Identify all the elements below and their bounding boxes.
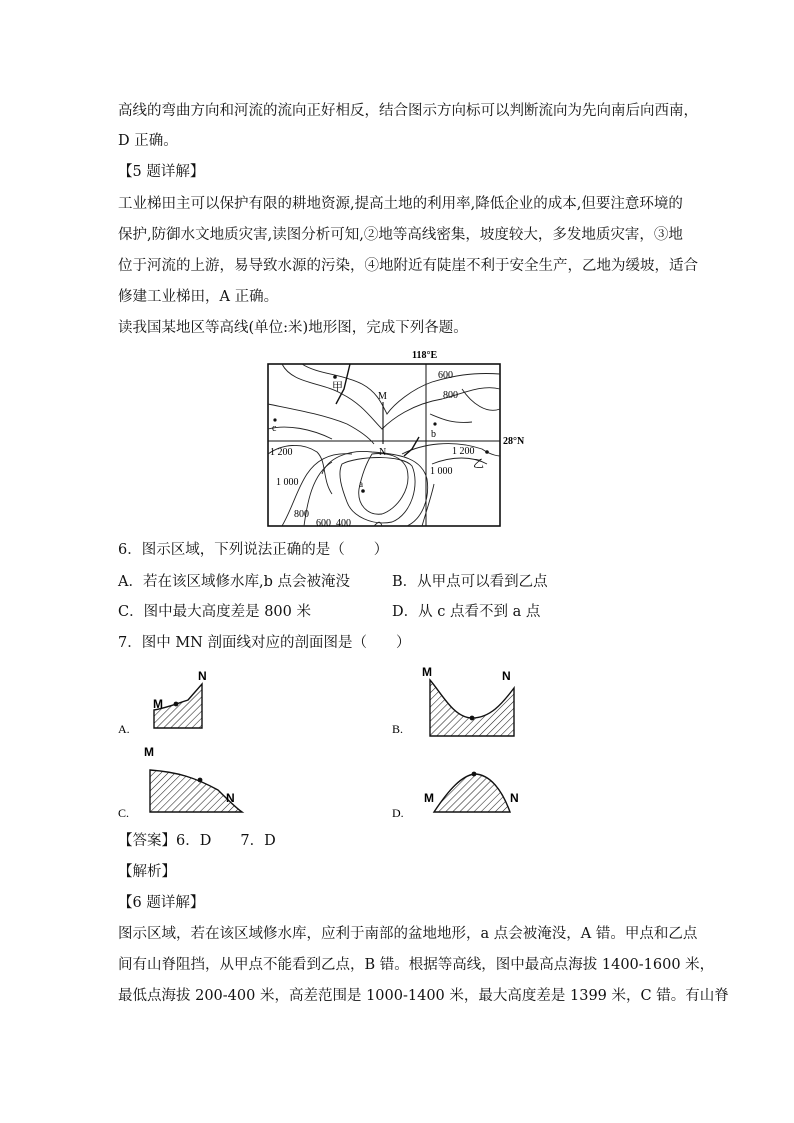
paragraph-line: 工业梯田主可以保护有限的耕地资源,提高土地的利用率,降低企业的成本,但要注意环境的 (118, 196, 683, 212)
paragraph-line: 修建工业梯田，A 正确。 (118, 289, 279, 305)
contour-label: 400 (336, 518, 351, 528)
contour-label: 800 (443, 390, 458, 401)
q6-option-b: B．从甲点可以看到乙点 (392, 574, 548, 590)
contour-label: 600 (316, 518, 331, 528)
q6-option-d: D．从 c 点看不到 a 点 (392, 604, 541, 620)
paragraph-line: 高线的弯曲方向和河流的流向正好相反，结合图示方向标可以判断流向为先向南后向西南， (118, 103, 698, 119)
profile-b-point (470, 716, 475, 721)
paragraph-line: 图示区域，若在该区域修水库，应利于南部的盆地地形，a 点会被淹没，A 错。甲点和乙点 (118, 926, 698, 942)
paragraph-line: D 正确。 (118, 133, 178, 149)
paragraph-line: 最低点海拔 200-400 米，高差范围是 1000-1400 米，最大高度差是 1399 米，C 错。有山脊 (118, 988, 729, 1004)
paragraph-line: 位于河流的上游，易导致水源的污染，④地附近有陡崖不利于安全生产，乙地为缓坡，适合 (118, 258, 698, 274)
answer-line: 【答案】6．D 7．D (118, 833, 276, 849)
contour-label: 600 (438, 370, 453, 381)
q6-option-c: C．图中最大高度差是 800 米 (118, 604, 311, 620)
point-c-dot (273, 418, 276, 421)
profile-d (434, 774, 510, 812)
option-a-label: A. (118, 722, 130, 736)
profile-a-point (174, 702, 179, 707)
profile-c-point (198, 778, 203, 783)
point-b-dot (433, 422, 436, 425)
point-n-label: N (379, 447, 387, 458)
contour-map (262, 344, 532, 528)
profile-b-m: M (422, 665, 432, 679)
section-heading-6: 【6 题详解】 (118, 895, 205, 911)
point-jia-dot (333, 375, 337, 379)
paragraph-line: 保护,防御水文地质灾害,读图分析可知,②地等高线密集，坡度较大，多发地质灾害，③地 (118, 227, 683, 243)
point-b-label: b (431, 429, 436, 440)
option-b-label: B. (392, 722, 404, 736)
profile-c-n: N (226, 791, 235, 805)
longitude-label: 118°E (412, 350, 438, 361)
latitude-label: 28°N (503, 436, 525, 447)
point-yi-label: 乙 (473, 458, 484, 470)
profile-b (430, 680, 514, 736)
q7-options-left (118, 660, 378, 830)
point-a-dot (361, 489, 365, 493)
question-7-stem: 7．图中 MN 剖面线对应的剖面图是（ ） (118, 635, 411, 651)
contour-label: 800 (294, 509, 309, 520)
profile-a-m: M (153, 697, 163, 711)
profile-d-m: M (424, 791, 434, 805)
question-6-stem: 6．图示区域，下列说法正确的是（ ） (118, 542, 389, 558)
point-jia-label: 甲 (332, 381, 343, 393)
contour-label: 1 000 (430, 466, 453, 477)
profile-d-n: N (510, 791, 519, 805)
section-heading-5: 【5 题详解】 (118, 164, 205, 180)
point-yi-dot (485, 450, 489, 454)
profile-d-point (472, 772, 477, 777)
contour-label: 1 200 (270, 447, 293, 458)
contour-label: 1 200 (452, 446, 475, 457)
contour-label: 1 000 (276, 477, 299, 488)
paragraph-line: 间有山脊阻挡，从甲点不能看到乙点，B 错。根据等高线，图中最高点海拔 1400-1600 米， (118, 957, 715, 973)
option-d-label: D. (392, 806, 404, 820)
q7-options-right (392, 660, 572, 830)
option-c-label: C. (118, 806, 130, 820)
profile-b-n: N (502, 669, 511, 683)
question-intro: 读我国某地区等高线(单位:米)地形图，完成下列各题。 (118, 320, 468, 336)
analysis-heading: 【解析】 (118, 864, 176, 880)
point-m-label: M (378, 391, 387, 402)
point-a-label: a (359, 479, 363, 489)
profile-c-m: M (144, 745, 154, 759)
q6-option-a: A．若在该区域修水库,b 点会被淹没 (118, 574, 350, 590)
profile-a-n: N (198, 669, 207, 683)
point-c-label: c (272, 423, 277, 434)
